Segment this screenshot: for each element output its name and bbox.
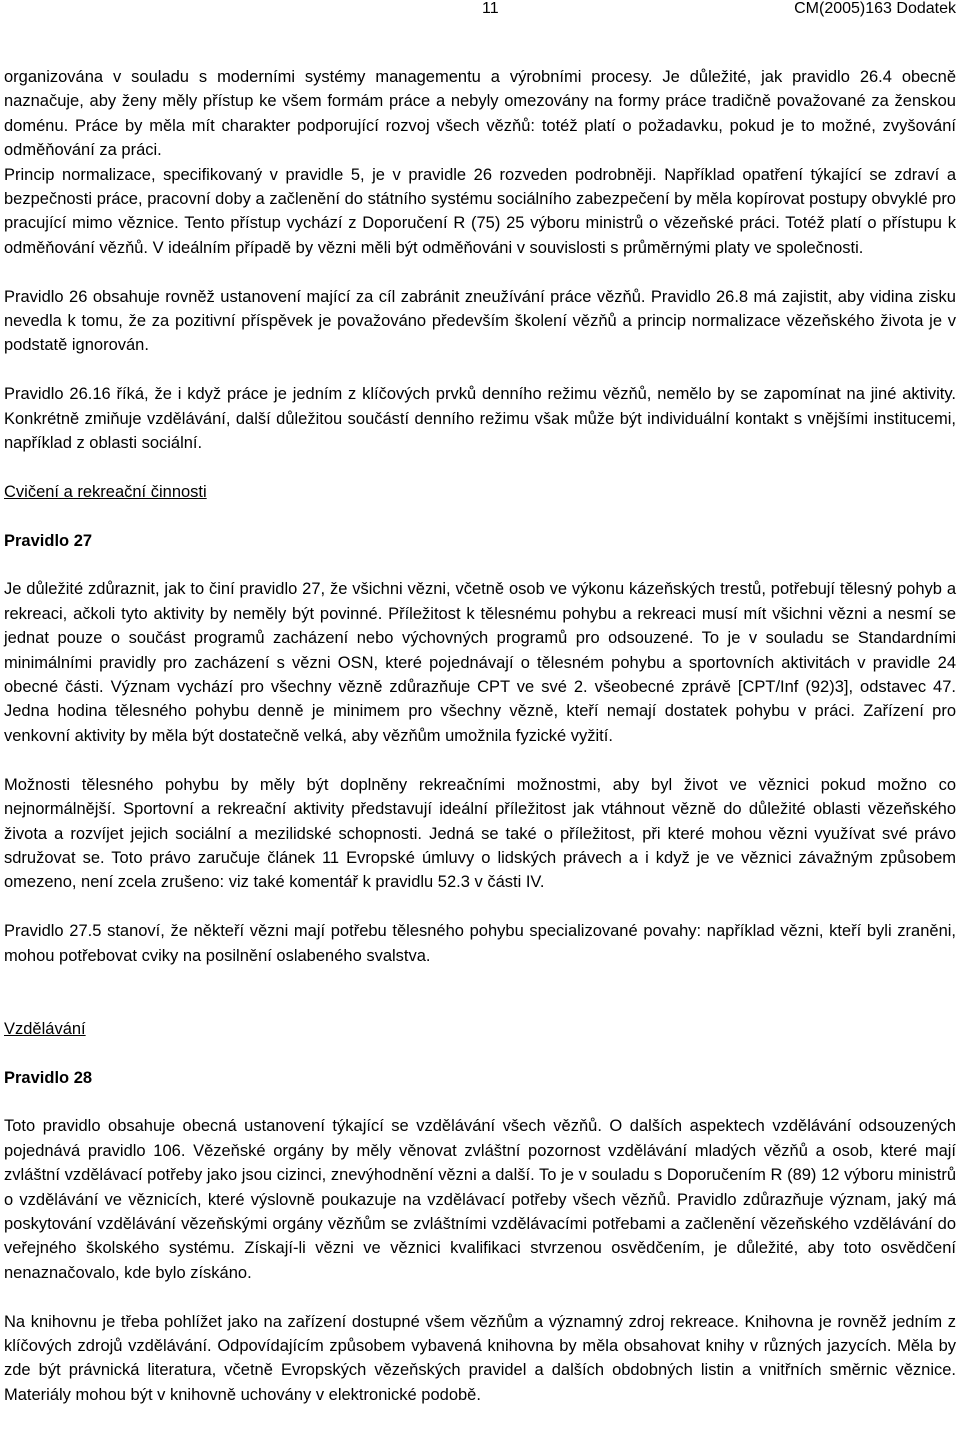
- paragraph-normalization: Princip normalizace, specifikovaný v pravidle 5, je v pravidle 26 rozveden podrobněji. Například opatření týkající se zdraví a bezpečnosti práce, pracovní doby a začlenění do státního systému sociálního zabezpečení by měla kopírovat postupy obvyklé pro pracující mimo věznice. Tento přístup vychází z Doporučení R (75) 25 výboru ministrů o vězeňské práci. Totéž platí o přístupu k odměňování vězňů. V ideálním případě by vězni měli být odměňováni v souvislosti s průměrnými platy ve společnosti.: [4, 165, 956, 257]
- paragraph-rule-26-16: Pravidlo 26.16 říká, že i když práce je jedním z klíčových prvků denního režimu vězňů, nemělo by se zapomínat na jiné aktivity. Konkrétně zmiňuje vzdělávání, další důležitou součástí denního režimu však může být individuální kontakt s vnějšími institucemi, například z oblasti sociální.: [4, 385, 956, 453]
- section-spacer: [4, 992, 956, 1016]
- paragraph-rule-28-education: Toto pravidlo obsahuje obecná ustanovení týkající se vzdělávání všech vězňů. O dalších aspektech vzdělávání odsouzených pojednává pravidlo 106. Vězeňské orgány by měly věnovat zvláštní pozornost vzdělávání mladých vězňů a osob, které mají zvláštní vzdělávací potřeby jako jsou cizinci, znevýhodnění vězni a další. To je v souladu s Doporučením R (89) 12 výboru ministrů o vzdělávání ve věznicích, které výslovně poukazuje na vzdělávací potřeby všech vězňů. Pravidlo zdůrazňuje význam, jaký má poskytování vzdělávání vězeňskými orgány vězňům se zvláštními vzdělávacími potřebami a začlenění vězeňského vzdělávání do veřejného školského systému. Získají-li vězni ve věznici kvalifikaci stvrzenou osvědčením, je důležité, aby toto osvědčení nenaznačovalo, kde bylo získáno.: [4, 1117, 956, 1282]
- page-number: 11: [482, 0, 499, 17]
- document-reference: CM(2005)163 Dodatek: [794, 0, 956, 17]
- rule-heading-27: Pravidlo 27: [4, 531, 93, 550]
- rule-heading-28: Pravidlo 28: [4, 1068, 93, 1087]
- paragraph-rule-28-library: Na knihovnu je třeba pohlížet jako na zařízení dostupné všem vězňům a významný zdroj rekreace. Knihovna je rovněž jedním z klíčových zdrojů vzdělávání. Odpovídajícím způsobem vybavená knihovna by měla obsahovat knihy v různých jazycích. Měla by zde být právnická literatura, včetně Evropských vězeňských pravidel a dalších obdobných listin a vnitřních směrnic věznice. Materiály mohou být v knihovně uchovány v elektronické podobě.: [4, 1312, 956, 1404]
- paragraph-rule-27-5: Pravidlo 27.5 stanoví, že někteří vězni mají potřebu tělesného pohybu specializované povahy: například vězni, kteří byli zraněni, mohou potřebovat cviky na posilnění oslabeného svalstva.: [4, 922, 956, 965]
- paragraph-rule-27-recreation: Možnosti tělesného pohybu by měly být doplněny rekreačními možnostmi, aby byl život ve věznici pokud možno co nejnormálnější. Sportovní a rekreační aktivity představují ideální příležitost jak vtáhnout vězně do důležité oblasti vězeňského života a rozvíjet jejich sociální a mezilidské schopnosti. Jedná se také o příležitost, při které mohou vězni využívat své právo sdružovat se. Toto právo zaručuje článek 11 Evropské úmluvy o lidských právech a i když je ve věznici závažným způsobem omezeno, není zcela zrušeno: viz také komentář k pravidlu 52.3 v části IV.: [4, 775, 956, 892]
- page-header: [0, 0, 960, 26]
- paragraph-rule-27-intro: Je důležité zdůraznit, jak to činí pravidlo 27, že všichni vězni, včetně osob ve výkonu kázeňských trestů, potřebují tělesný pohyb a rekreaci, ačkoli tyto aktivity by neměly být povinné. Příležitost k tělesnému pohybu a rekreaci musí mít všichni vězni a nesmí se jednat pouze o součást programů zacházení nebo výchovných programů pro odsouzené. To je v souladu se Standardními minimálními pravidly pro zacházení s vězni OSN, které pojednávají o tělesném pohybu a sportovních aktivitách v pravidle 24 obecné části. Význam vychází pro všechny vězně zdůrazňuje CPT ve své 2. všeobecné zprávě [CPT/Inf (92)3], odstavec 47. Jedna hodina tělesného pohybu denně je minimem pro všechny vězně, kteří nemají dostatek pohybu v práci. Zařízení pro venkovní aktivity by měla být dostatečně velká, aby vězňům umožnila fyzické vyžití.: [4, 580, 956, 745]
- paragraph-rule-26-abuse: Pravidlo 26 obsahuje rovněž ustanovení mající za cíl zabránit zneužívání práce vězňů. Pravidlo 26.8 má zajistit, aby vidina zisku nevedla k tomu, že za pozitivní příspěvek je považováno především školení vězňů a princip normalizace vězeňského života je v podstatě ignorován.: [4, 287, 956, 355]
- section-title-exercise: Cvičení a rekreační činnosti: [4, 482, 207, 501]
- page-body: [4, 65, 956, 1432]
- paragraph-work-organization: organizována v souladu s moderními systémy managementu a výrobními procesy. Je důležité, jak pravidlo 26.4 obecně naznačuje, aby ženy měly přístup ke všem formám práce a nebyly omezovány na formy práce tradičně považované za ženskou doménu. Práce by měla mít charakter podporující rozvoj všech vězňů: totéž platí o požadavku, pokud je to možné, zvyšování odměňování za práci.: [4, 68, 956, 160]
- section-title-education: Vzdělávání: [4, 1019, 86, 1038]
